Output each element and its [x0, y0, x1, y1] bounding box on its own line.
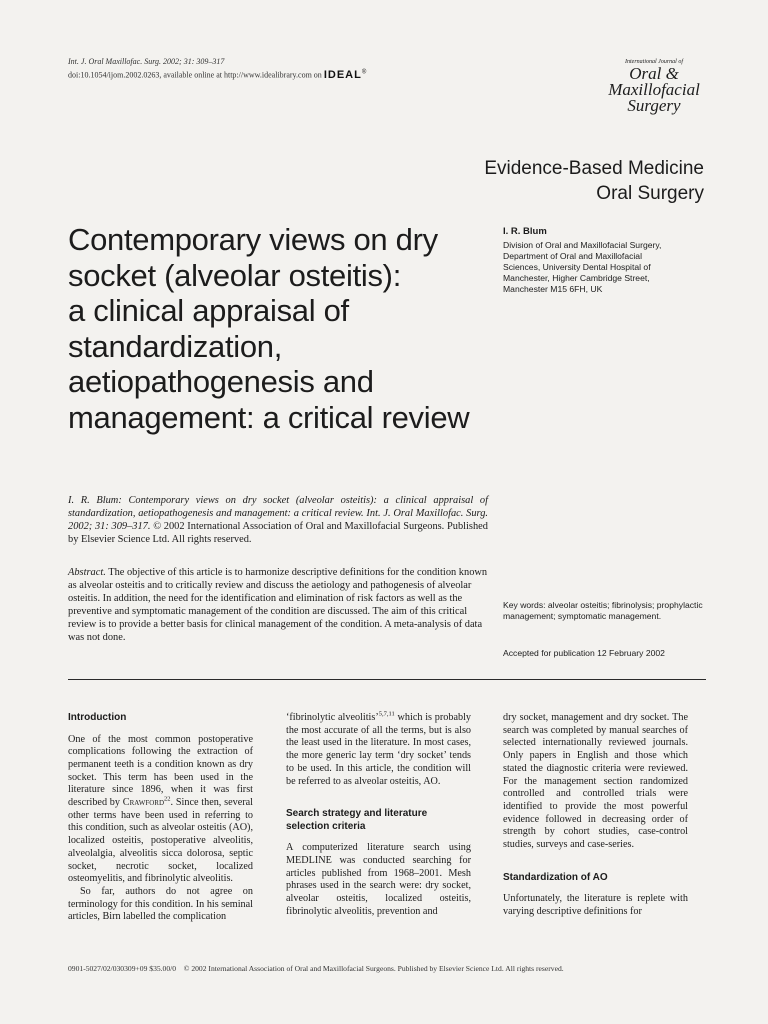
abstract — [68, 566, 488, 644]
doi-line: doi:10.1054/ijom.2002.0263, available online at http://www.idealibrary.com on — [68, 70, 322, 80]
page-footer — [68, 964, 708, 974]
search-strategy-heading: Search strategy and literature selection criteria — [286, 808, 428, 832]
journal-logo — [600, 58, 708, 114]
author-affiliation — [503, 240, 708, 295]
author-block — [503, 226, 708, 295]
footer-code: 0901-5027/02/030309+09 $35.00/0 — [68, 964, 177, 973]
running-header — [68, 56, 367, 81]
search-paragraph: A computerized literature search using MEDLINE was conducted searching for articles published from 1968–2001. Mesh phrases used in the search were: dry socket, alveolar osteitis, localized osteitis, fibrinolytic alveolitis, prevention and — [286, 842, 471, 917]
journal-logo-line3: Surgery — [627, 96, 681, 115]
title-line: management: a critical review — [68, 399, 470, 435]
section-divider — [68, 679, 706, 680]
col2-paragraph-1: ‘fibrinolytic alveolitis’$^{5,7,11}$ which is probably the most accurate of all the terms, but is also the least used in the literature. In most cases, the more generic lay term ‘dry socket’ tends to be used. In this article, the condition will be referred to as alveolar osteitis, AO. — [286, 710, 472, 787]
journal-logo-line2: Maxillofacial — [608, 80, 700, 99]
title-line: Contemporary views on dry — [68, 222, 438, 257]
citation-copyright: © 2002 International Association of Oral and Maxillofacial Surgeons. Published by Elsevier Science Ltd. All rights reserved. — [68, 521, 488, 545]
cited-author: Crawford — [122, 797, 165, 809]
intro-paragraph-1: One of the most common postoperative complications following the extraction of permanent teeth is a condition known as dry socket. This term has been used in the literature since 1896, when it was first described by Crawford$^{22}$. Since then, several other terms have been used in referring to this condition, such as alveolar osteitis (AO), localized osteitis, postoperative alveolitis, alveolalgia, alveolitis sicca dolorosa, septic socket, necrotic socket, localized osteomyelitis, and fibrinolytic alveolitis. — [68, 733, 253, 885]
affiliation-line: Manchester, Higher Cambridge Street, — [503, 273, 650, 283]
title-line: standardization, — [68, 328, 283, 364]
accepted-date: Accepted for publication 12 February 2002 — [503, 648, 665, 658]
author-name: I. R. Blum — [503, 226, 547, 237]
journal-logo-intl: International Journal of — [625, 59, 683, 65]
body-column-3 — [503, 712, 688, 919]
introduction-heading: Introduction — [68, 712, 127, 723]
affiliation-line: Division of Oral and Maxillofacial Surgery, — [503, 240, 662, 250]
body-column-1 — [68, 712, 253, 924]
reference-number: 22 — [164, 795, 171, 803]
title-line: aetiopathogenesis and — [68, 364, 374, 399]
footer-copyright: © 2002 International Association of Oral and Maxillofacial Surgeons. Published by Elsevier Science Ltd. All rights reserved. — [183, 964, 564, 973]
article-title — [68, 222, 488, 435]
body-column-2 — [286, 712, 471, 918]
journal-reference: Int. J. Oral Maxillofac. Surg. 2002; 31: 309–317 — [68, 57, 225, 66]
ideal-logo: IDEAL® — [323, 68, 368, 81]
affiliation-line: Sciences, University Dental Hospital of — [503, 262, 651, 272]
affiliation-line: Department of Oral and Maxillofacial — [503, 251, 642, 261]
title-line: a clinical appraisal of — [68, 293, 349, 328]
journal-logo-line1: Oral & — [629, 64, 679, 83]
citation — [68, 494, 488, 546]
keywords: Key words: alveolar osteitis; fibrinolysis; prophylactic management; symptomatic management. — [503, 600, 703, 621]
section-label-line1: Evidence-Based Medicine — [484, 158, 704, 179]
abstract-label: Abstract. — [68, 567, 106, 578]
abstract-text: The objective of this article is to harmonize descriptive definitions for the condition known as alveolar osteitis and to critically review and discuss the aetiology and pathogenesis of alveolar osteitis. In addition, the need for the identification and elimination of risk factors as well as the preventive and symptomatic management of the condition are discussed. The aim of this critical review is to provide a better basis for clinical management of the condition. A meta-analysis of data was not done. — [68, 567, 488, 643]
intro-paragraph-2: So far, authors do not agree on terminology for this condition. In his seminal articles, Birn labelled the complication — [68, 885, 253, 923]
citation-italic: I. R. Blum: Contemporary views on dry socket (alveolar osteitis): a clinical appraisal of standardization, aetiopathogenesis and management: a critical review. Int. J. Oral Maxillofac. Surg. 2002; 31: 309–317. — [68, 495, 488, 532]
section-label-line2: Oral Surgery — [596, 183, 704, 204]
title-line: socket (alveolar osteitis): — [68, 257, 402, 293]
col3-paragraph-1: dry socket, management and dry socket. The search was completed by manual searches of selected internationally reviewed journals. Only papers in English and those which stated the diagnostic criteria were reviewed. For the management section randomized controlled and controlled trials were identified to provide the most powerful evidence followed in decreasing order of strength by cohort studies, case-control studies, surveys and case-series. — [503, 712, 688, 851]
section-label — [484, 156, 704, 206]
standardization-paragraph: Unfortunately, the literature is replete with varying descriptive definitions for — [503, 893, 688, 917]
standardization-heading: Standardization of AO — [503, 871, 608, 883]
affiliation-line: Manchester M15 6FH, UK — [503, 284, 603, 294]
reference-number: 5,7,11 — [378, 710, 395, 718]
